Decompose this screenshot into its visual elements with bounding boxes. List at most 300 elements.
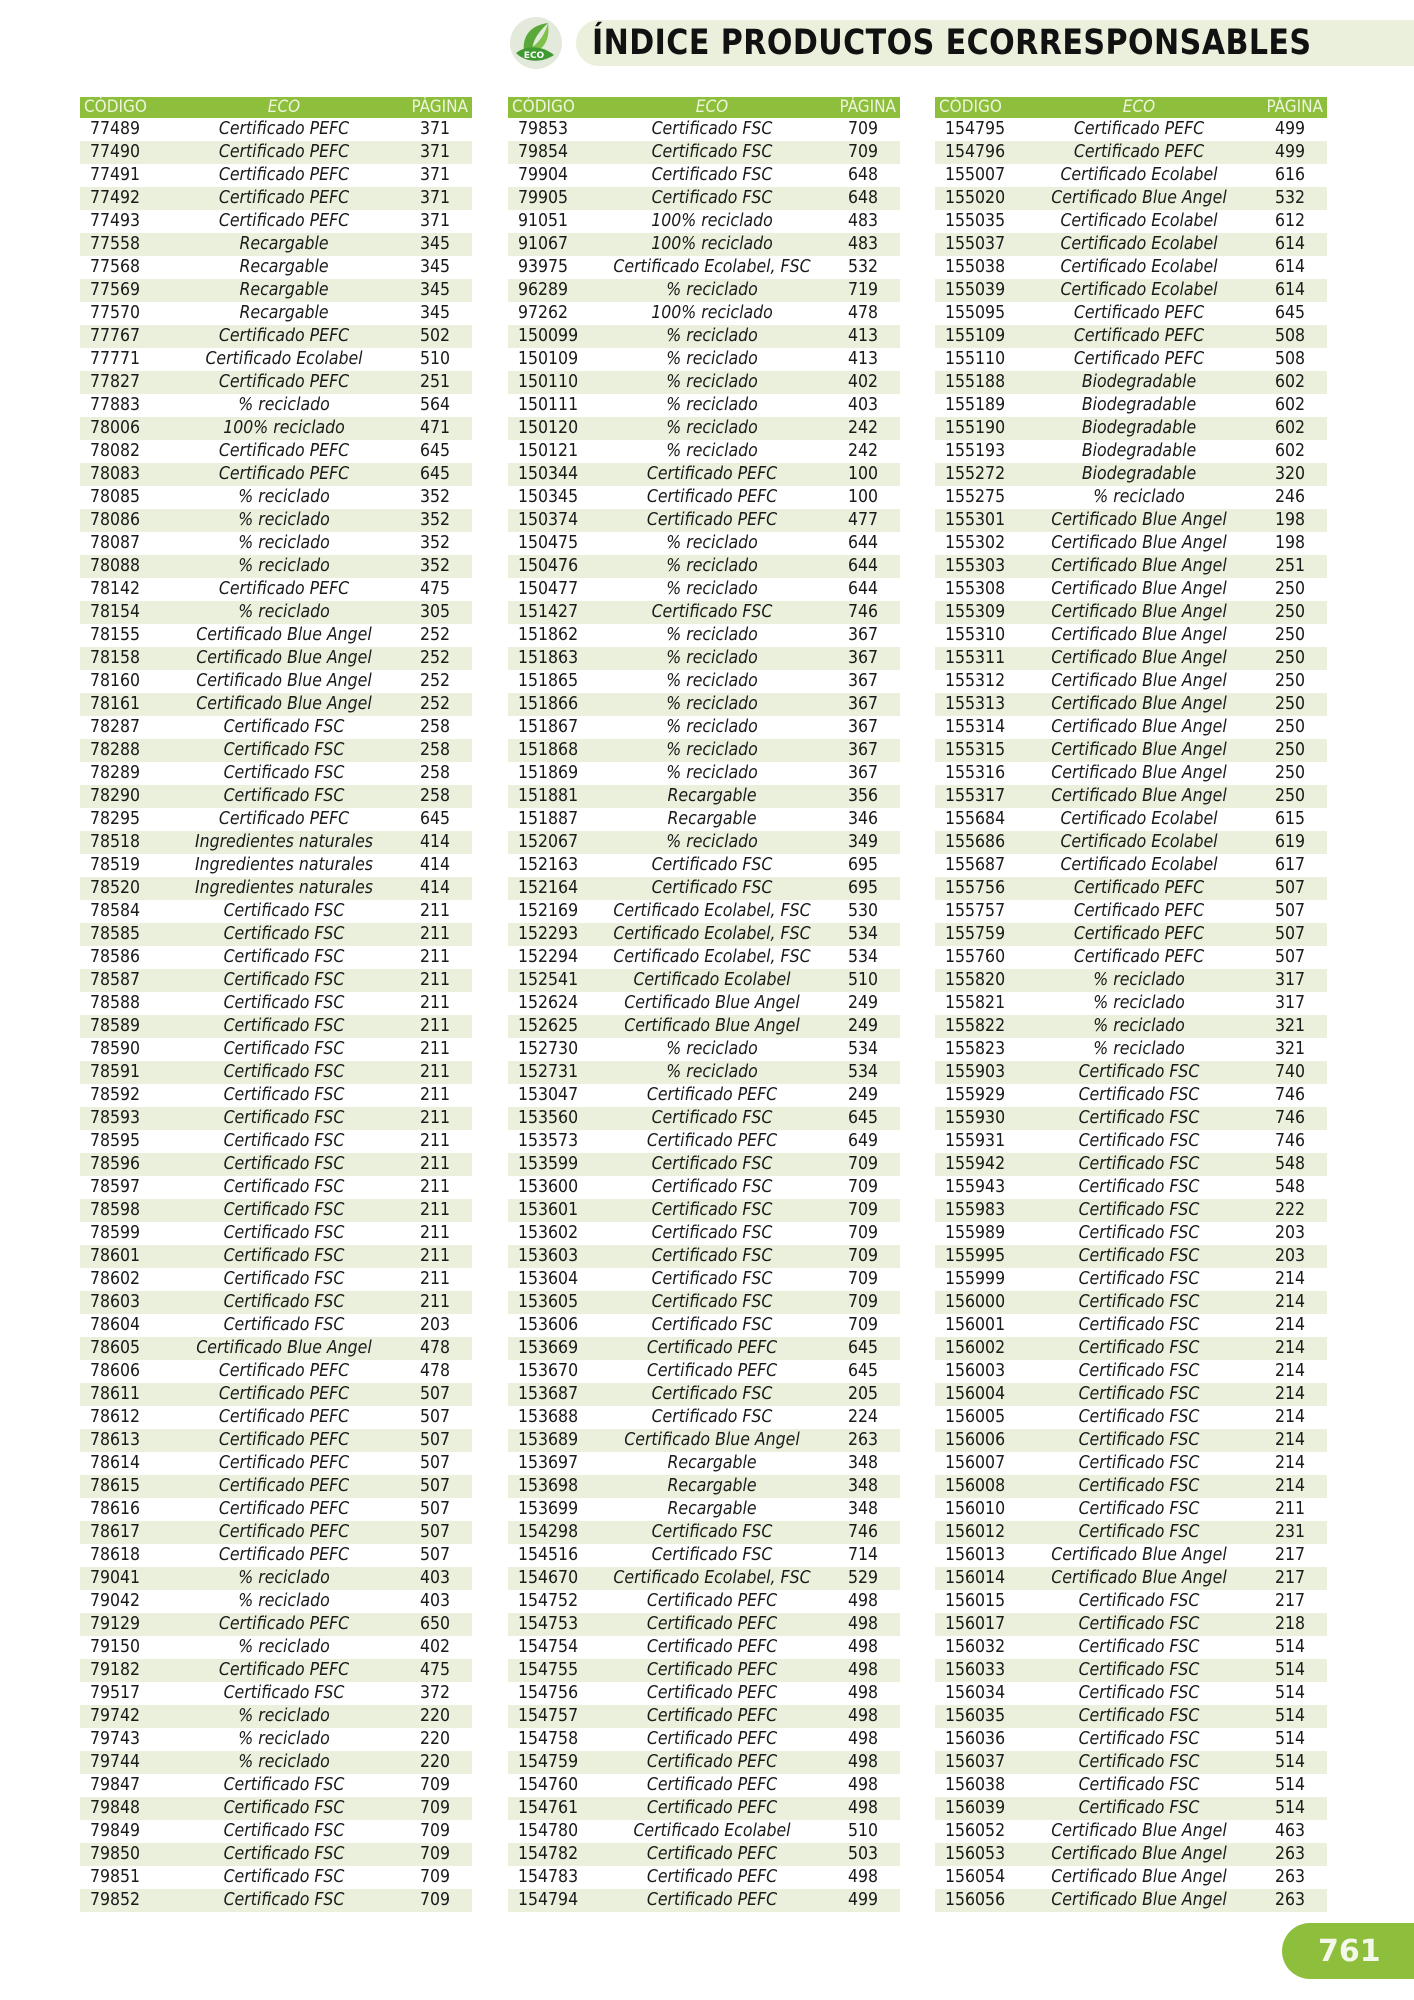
product-code: 150374 [508, 509, 606, 532]
table-row [508, 486, 900, 509]
eco-certification: Certificado PEFC [606, 463, 818, 486]
product-code: 152164 [508, 877, 606, 900]
column-header-code: CÓDIGO [508, 97, 606, 118]
table-row [508, 1820, 900, 1843]
page-reference: 214 [1245, 1291, 1327, 1314]
eco-certification: Certificado PEFC [646, 487, 778, 507]
eco-certification: Certificado PEFC [218, 1361, 350, 1381]
product-code: 77883 [90, 395, 141, 415]
table-row [935, 877, 1327, 900]
product-code: 156052 [945, 1821, 1006, 1841]
page-reference: 403 [390, 1567, 472, 1590]
eco-certification: % reciclado [606, 555, 818, 578]
page-reference: 263 [818, 1429, 900, 1452]
product-code: 79517 [90, 1683, 141, 1703]
eco-certification: Certificado PEFC [218, 441, 350, 461]
product-code: 152169 [518, 901, 579, 921]
eco-certification: % reciclado [178, 1751, 390, 1774]
page-reference: 616 [1274, 165, 1305, 185]
page-reference: 203 [1245, 1245, 1327, 1268]
eco-certification: Certificado Ecolabel [205, 349, 363, 369]
table-row [508, 1038, 900, 1061]
table-row [508, 647, 900, 670]
product-code: 152293 [508, 923, 606, 946]
product-code: 150111 [518, 395, 579, 415]
eco-certification: Certificado PEFC [1073, 349, 1205, 369]
page-reference: 645 [390, 463, 472, 486]
table-row [508, 601, 900, 624]
table-row [80, 279, 472, 302]
eco-certification: Certificado PEFC [218, 1545, 350, 1565]
page-reference: 478 [847, 303, 878, 323]
eco-certification: Recargable [239, 257, 329, 277]
page-reference: 614 [1274, 257, 1305, 277]
page-reference: 498 [847, 1867, 878, 1887]
page-reference: 709 [419, 1775, 450, 1795]
eco-certification: Certificado FSC [1033, 1429, 1245, 1452]
product-code: 154782 [508, 1843, 606, 1866]
product-code: 152625 [508, 1015, 606, 1038]
product-code: 79182 [80, 1659, 178, 1682]
product-code: 78518 [80, 831, 178, 854]
eco-certification: Certificado PEFC [218, 1453, 350, 1473]
eco-certification: Certificado FSC [1078, 1223, 1200, 1243]
page-reference: 709 [847, 1223, 878, 1243]
eco-certification: Certificado PEFC [178, 371, 390, 394]
page-reference: 529 [818, 1567, 900, 1590]
page-reference: 514 [1274, 1775, 1305, 1795]
table-row [508, 1015, 900, 1038]
product-code: 91067 [508, 233, 606, 256]
eco-certification: % reciclado [178, 555, 390, 578]
product-code: 155823 [945, 1039, 1006, 1059]
page-reference: 498 [818, 1613, 900, 1636]
product-code: 155903 [935, 1061, 1033, 1084]
table-row [508, 946, 900, 969]
product-code: 156008 [935, 1475, 1033, 1498]
product-code: 78288 [80, 739, 178, 762]
product-code: 78592 [90, 1085, 141, 1105]
eco-certification: Certificado PEFC [606, 1613, 818, 1636]
eco-certification: Certificado FSC [1033, 1613, 1245, 1636]
eco-certification: Recargable [178, 233, 390, 256]
product-code: 155095 [945, 303, 1006, 323]
table-row [80, 164, 472, 187]
page-reference: 508 [1245, 325, 1327, 348]
eco-certification: Certificado FSC [606, 1291, 818, 1314]
page-reference: 507 [1274, 947, 1305, 967]
page-reference: 602 [1274, 395, 1305, 415]
page-reference: 220 [390, 1751, 472, 1774]
product-code: 153047 [518, 1085, 579, 1105]
product-code: 155189 [945, 395, 1006, 415]
page-reference: 402 [818, 371, 900, 394]
table-row [80, 394, 472, 417]
eco-certification: Recargable [606, 785, 818, 808]
product-code: 77570 [90, 303, 141, 323]
table-row [80, 808, 472, 831]
page-reference: 367 [847, 763, 878, 783]
page-reference: 498 [847, 1683, 878, 1703]
product-code: 78599 [90, 1223, 141, 1243]
table-row [80, 578, 472, 601]
product-code: 154516 [518, 1545, 579, 1565]
page-reference: 211 [390, 1015, 472, 1038]
product-code: 79150 [90, 1637, 141, 1657]
product-code: 154783 [518, 1867, 579, 1887]
table-row [508, 118, 900, 141]
eco-certification: Certificado Blue Angel [1033, 785, 1245, 808]
page-reference: 211 [390, 1107, 472, 1130]
eco-certification: 100% reciclado [178, 417, 390, 440]
page-reference: 498 [847, 1637, 878, 1657]
page-reference: 321 [1274, 1039, 1305, 1059]
table-row [508, 1705, 900, 1728]
page-reference: 507 [419, 1499, 450, 1519]
page-reference: 198 [1245, 509, 1327, 532]
eco-certification: Certificado FSC [1033, 1107, 1245, 1130]
page-reference: 617 [1274, 855, 1305, 875]
eco-certification: Certificado PEFC [178, 187, 390, 210]
eco-certification: Certificado FSC [606, 141, 818, 164]
table-row [935, 256, 1327, 279]
page-reference: 250 [1274, 625, 1305, 645]
product-code: 151881 [508, 785, 606, 808]
eco-certification: Certificado Ecolabel [1060, 855, 1218, 875]
product-code: 155007 [945, 165, 1006, 185]
page-reference: 534 [818, 923, 900, 946]
product-code: 78605 [80, 1337, 178, 1360]
product-code: 78617 [80, 1521, 178, 1544]
product-code: 156013 [945, 1545, 1006, 1565]
eco-certification: % reciclado [238, 487, 330, 507]
product-code: 151868 [508, 739, 606, 762]
product-code: 156038 [945, 1775, 1006, 1795]
product-code: 77558 [80, 233, 178, 256]
product-code: 77492 [80, 187, 178, 210]
table-row [508, 417, 900, 440]
eco-certification: % reciclado [606, 1061, 818, 1084]
page-reference: 211 [390, 969, 472, 992]
eco-certification: Certificado Ecolabel [1033, 831, 1245, 854]
page-reference: 614 [1245, 279, 1327, 302]
page-reference: 514 [1274, 1729, 1305, 1749]
page-reference: 645 [818, 1337, 900, 1360]
product-code: 93975 [518, 257, 569, 277]
page-reference: 709 [419, 1821, 450, 1841]
eco-certification: Certificado FSC [1078, 1269, 1200, 1289]
eco-certification: Recargable [606, 1475, 818, 1498]
page-reference: 475 [390, 1659, 472, 1682]
page-reference: 644 [818, 555, 900, 578]
product-code: 151427 [508, 601, 606, 624]
table-row [508, 509, 900, 532]
product-code: 79852 [80, 1889, 178, 1912]
product-code: 155309 [935, 601, 1033, 624]
eco-certification: % reciclado [606, 279, 818, 302]
product-code: 151887 [518, 809, 579, 829]
table-row [80, 624, 472, 647]
table-row [80, 1199, 472, 1222]
page-header [510, 18, 1414, 68]
eco-certification: Certificado Blue Angel [178, 647, 390, 670]
table-row [80, 463, 472, 486]
table-row [935, 325, 1327, 348]
page-reference: 258 [419, 717, 450, 737]
page-reference: 740 [1245, 1061, 1327, 1084]
page-reference: 564 [419, 395, 450, 415]
page-reference: 514 [1245, 1659, 1327, 1682]
eco-certification: Certificado PEFC [646, 1361, 778, 1381]
page-reference: 217 [1274, 1591, 1305, 1611]
eco-certification: Certificado PEFC [606, 1659, 818, 1682]
product-code: 153697 [518, 1453, 579, 1473]
eco-certification: Certificado FSC [1078, 1453, 1200, 1473]
product-code: 79848 [80, 1797, 178, 1820]
product-code: 155686 [935, 831, 1033, 854]
eco-certification: Certificado Blue Angel [1051, 1867, 1227, 1887]
eco-certification: Certificado FSC [606, 1107, 818, 1130]
product-code: 78086 [80, 509, 178, 532]
product-code: 155311 [935, 647, 1033, 670]
page-reference: 250 [1245, 647, 1327, 670]
table-row [935, 739, 1327, 762]
table-row [935, 1245, 1327, 1268]
table-row [935, 670, 1327, 693]
table-row [935, 1889, 1327, 1912]
page-reference: 615 [1274, 809, 1305, 829]
table-row [935, 969, 1327, 992]
page-reference: 514 [1245, 1751, 1327, 1774]
table-row [80, 417, 472, 440]
table-row [508, 1498, 900, 1521]
product-code: 154754 [518, 1637, 579, 1657]
page-reference: 612 [1274, 211, 1305, 231]
table-row [80, 946, 472, 969]
table-row [508, 348, 900, 371]
eco-certification: Certificado FSC [1033, 1061, 1245, 1084]
table-row [508, 164, 900, 187]
eco-certification: Certificado PEFC [218, 809, 350, 829]
page-title-pill [576, 20, 1414, 66]
table-row [935, 1590, 1327, 1613]
product-code: 153605 [508, 1291, 606, 1314]
eco-certification: Certificado FSC [651, 855, 773, 875]
product-code: 156033 [935, 1659, 1033, 1682]
eco-certification: Certificado PEFC [1033, 325, 1245, 348]
product-code: 155308 [945, 579, 1006, 599]
table-row [935, 1728, 1327, 1751]
page-reference: 614 [1245, 233, 1327, 256]
eco-certification: Certificado FSC [223, 1223, 345, 1243]
product-code: 154780 [518, 1821, 579, 1841]
table-row [80, 256, 472, 279]
eco-certification: Certificado Blue Angel [196, 671, 372, 691]
eco-certification: Certificado PEFC [1073, 947, 1205, 967]
eco-certification: Certificado PEFC [606, 509, 818, 532]
page-reference: 320 [1245, 463, 1327, 486]
eco-certification: Certificado Ecolabel, FSC [606, 923, 818, 946]
page-reference: 371 [390, 187, 472, 210]
page-reference: 246 [1274, 487, 1305, 507]
product-code: 79041 [80, 1567, 178, 1590]
product-code: 156034 [945, 1683, 1006, 1703]
table-row [935, 601, 1327, 624]
product-code: 153689 [508, 1429, 606, 1452]
table-row [508, 900, 900, 923]
product-code: 155303 [935, 555, 1033, 578]
product-code: 78593 [80, 1107, 178, 1130]
table-row [80, 1452, 472, 1475]
eco-certification: Certificado Blue Angel [606, 1429, 818, 1452]
table-row [935, 463, 1327, 486]
table-row [508, 992, 900, 1015]
table-row [80, 187, 472, 210]
product-code: 155983 [935, 1199, 1033, 1222]
eco-certification: Certificado FSC [606, 1383, 818, 1406]
eco-certification: Certificado PEFC [646, 1729, 778, 1749]
page-reference: 498 [818, 1659, 900, 1682]
page-reference: 746 [1274, 1085, 1305, 1105]
column-header-code: CÓDIGO [80, 97, 178, 118]
eco-certification: Certificado Blue Angel [1033, 739, 1245, 762]
table-row [508, 739, 900, 762]
product-code: 79042 [90, 1591, 141, 1611]
page-reference: 349 [818, 831, 900, 854]
eco-certification: Certificado FSC [1033, 1475, 1245, 1498]
product-code: 155109 [935, 325, 1033, 348]
page-reference: 709 [847, 1315, 878, 1335]
table-row [508, 1061, 900, 1084]
product-code: 153687 [508, 1383, 606, 1406]
product-code: 78585 [80, 923, 178, 946]
page-reference: 402 [419, 1637, 450, 1657]
page-reference: 534 [847, 947, 878, 967]
page-reference: 695 [818, 877, 900, 900]
page-reference: 510 [818, 969, 900, 992]
page-reference: 211 [419, 1177, 450, 1197]
product-code: 155929 [945, 1085, 1006, 1105]
product-code: 155757 [945, 901, 1006, 921]
eco-certification: Recargable [178, 279, 390, 302]
page-reference: 346 [847, 809, 878, 829]
table-row [80, 1038, 472, 1061]
product-code: 152730 [518, 1039, 579, 1059]
table-row [80, 1636, 472, 1659]
product-code: 153698 [508, 1475, 606, 1498]
table-row [80, 1889, 472, 1912]
index-table-3 [935, 97, 1327, 1912]
table-row [935, 831, 1327, 854]
page-reference: 534 [847, 1039, 878, 1059]
product-code: 150476 [508, 555, 606, 578]
eco-certification: % reciclado [606, 647, 818, 670]
eco-certification: Recargable [667, 809, 757, 829]
eco-certification: Certificado PEFC [646, 1775, 778, 1795]
product-code: 154755 [508, 1659, 606, 1682]
table-row [935, 1061, 1327, 1084]
table-row [80, 877, 472, 900]
product-code: 150120 [508, 417, 606, 440]
eco-certification: % reciclado [666, 349, 758, 369]
table-row [508, 141, 900, 164]
column-header-eco: ECO [606, 97, 818, 118]
eco-certification: Certificado FSC [178, 1061, 390, 1084]
table-row [508, 1268, 900, 1291]
table-row [935, 118, 1327, 141]
page-reference: 514 [1274, 1637, 1305, 1657]
eco-certification: Certificado Blue Angel [1033, 1889, 1245, 1912]
table-row [80, 348, 472, 371]
table-row [508, 762, 900, 785]
product-code: 155760 [945, 947, 1006, 967]
product-code: 154795 [945, 119, 1006, 139]
eco-certification: Certificado FSC [223, 1269, 345, 1289]
page-title: ÍNDICE PRODUCTOS ECORRESPONSABLES [592, 23, 1312, 63]
product-code: 155313 [935, 693, 1033, 716]
eco-certification: Ingredientes naturales [194, 855, 374, 875]
page-reference: 252 [419, 671, 450, 691]
product-code: 154670 [508, 1567, 606, 1590]
table-row [508, 1176, 900, 1199]
page-reference: 746 [818, 1521, 900, 1544]
page-reference: 211 [1274, 1499, 1305, 1519]
page-reference: 352 [419, 533, 450, 553]
page-reference: 507 [419, 1407, 450, 1427]
eco-certification: Certificado FSC [1033, 1245, 1245, 1268]
page-reference: 548 [1245, 1153, 1327, 1176]
svg-text:ECO: ECO [523, 51, 545, 61]
product-code: 153670 [518, 1361, 579, 1381]
page-number-badge [1282, 1923, 1414, 1979]
table-row [935, 1567, 1327, 1590]
page-reference: 372 [419, 1683, 450, 1703]
eco-certification: Certificado PEFC [606, 1797, 818, 1820]
product-code: 79851 [90, 1867, 141, 1887]
eco-certification: Certificado FSC [1033, 1153, 1245, 1176]
table-row [935, 1314, 1327, 1337]
eco-certification: Certificado PEFC [1033, 141, 1245, 164]
table-row [508, 555, 900, 578]
table-row [935, 624, 1327, 647]
product-code: 155301 [935, 509, 1033, 532]
page-reference: 242 [818, 417, 900, 440]
eco-certification: % reciclado [666, 1039, 758, 1059]
eco-certification: Certificado FSC [1033, 1521, 1245, 1544]
page-reference: 602 [1245, 417, 1327, 440]
table-row [935, 808, 1327, 831]
table-row [508, 1222, 900, 1245]
table-row [508, 1567, 900, 1590]
column-header-eco: ECO [1033, 97, 1245, 118]
product-code: 77771 [90, 349, 141, 369]
eco-certification: Certificado Blue Angel [1051, 533, 1227, 553]
product-code: 78586 [90, 947, 141, 967]
eco-certification: Certificado Blue Angel [1033, 509, 1245, 532]
product-code: 150344 [508, 463, 606, 486]
eco-certification: % reciclado [178, 601, 390, 624]
eco-certification: Certificado PEFC [218, 579, 350, 599]
page-reference: 478 [390, 1337, 472, 1360]
table-row [80, 1567, 472, 1590]
table-row [935, 1636, 1327, 1659]
page-reference: 367 [818, 739, 900, 762]
table-row [508, 877, 900, 900]
eco-certification: Certificado Blue Angel [624, 993, 800, 1013]
table-row [80, 210, 472, 233]
eco-certification: Certificado FSC [178, 1199, 390, 1222]
product-code: 155684 [945, 809, 1006, 829]
